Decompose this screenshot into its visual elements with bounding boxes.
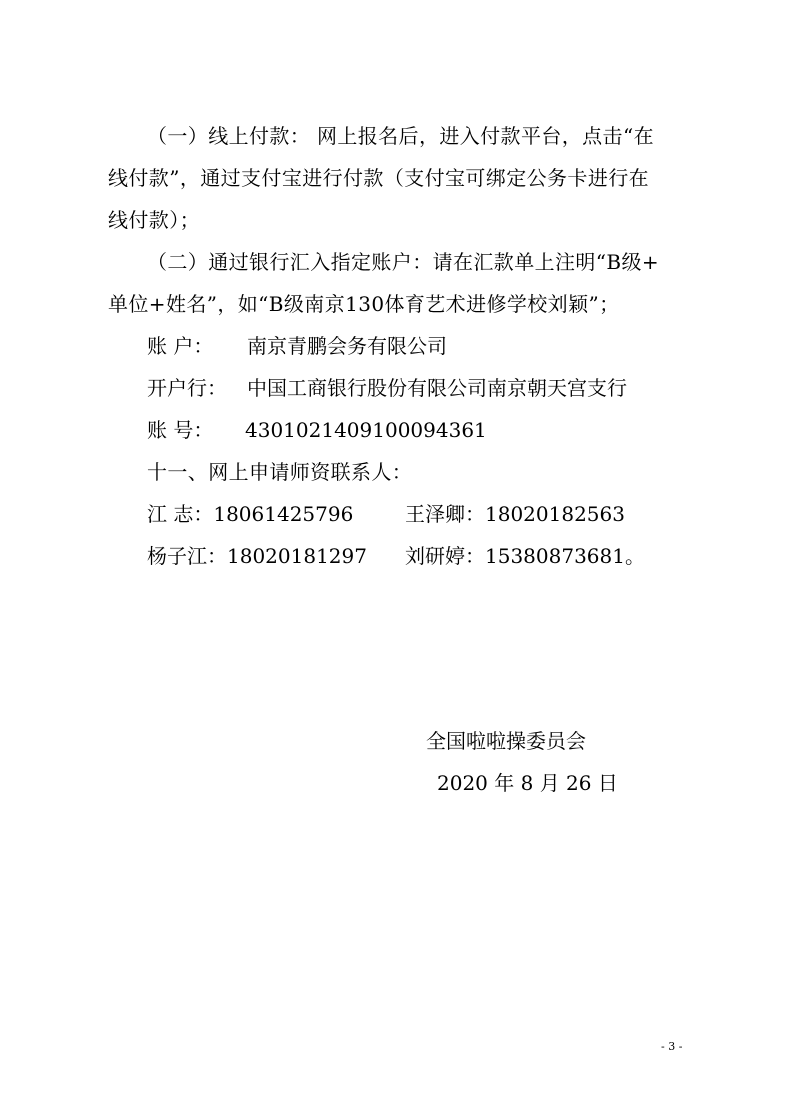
account-number-value: 4301021409100094361 [245, 418, 487, 442]
account-name-label: 账 户： [147, 334, 214, 358]
page-number: - 3 - [661, 1040, 683, 1053]
signature-organization: 全国啦啦操委员会 [426, 729, 586, 753]
contacts-heading: 十一、网上申请师资联系人： [147, 460, 413, 484]
contact-wang-zeqing: 王泽卿：18020182563 [405, 502, 625, 526]
online-payment-line-3: 线付款）； [108, 208, 200, 232]
account-number-label: 账 号： [147, 418, 214, 442]
contact-jiang-zhi: 江 志：18061425796 [147, 502, 354, 526]
bank-transfer-line-1: （二）通过银行汇入指定账户：请在汇款单上注明“B级+ [147, 250, 660, 274]
online-payment-line-1: （一）线上付款： 网上报名后，进入付款平台，点击“在 [147, 124, 654, 148]
signature-date: 2020 年 8 月 26 日 [437, 771, 618, 795]
contact-liu-yanting: 刘研婷：15380873681。 [405, 544, 645, 568]
bank-value: 中国工商银行股份有限公司南京朝天宫支行 [247, 376, 627, 400]
account-name-value: 南京青鹏会务有限公司 [247, 334, 447, 358]
bank-transfer-line-2: 单位+姓名”，如“B级南京130体育艺术进修学校刘颖”； [108, 292, 620, 316]
bank-label: 开户行： [147, 376, 227, 400]
contact-yang-zijiang: 杨子江：18020181297 [147, 544, 367, 568]
online-payment-line-2: 线付款”，通过支付宝进行付款（支付宝可绑定公务卡进行在 [108, 166, 650, 190]
